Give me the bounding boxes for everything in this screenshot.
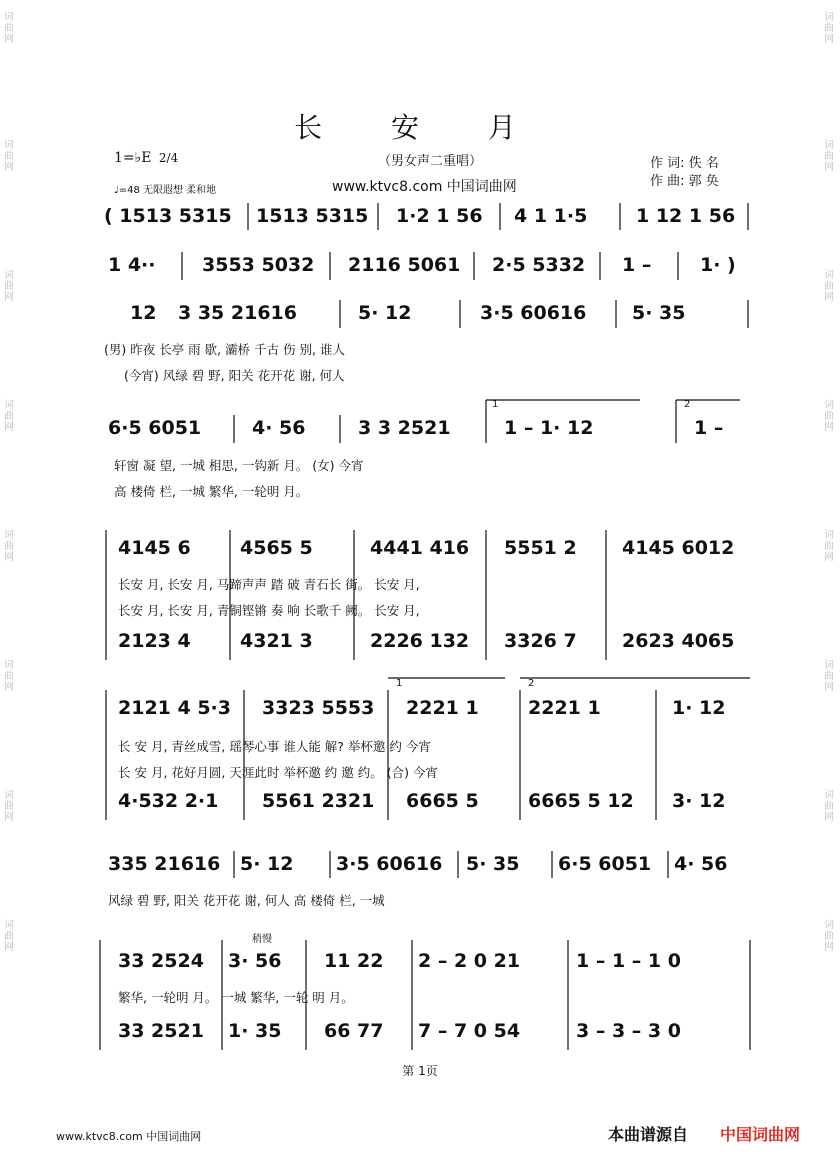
staff-row-6-bar-5: 2623 4065 — [622, 630, 735, 652]
lyrics-line-8: 长 安 月, 花好月圆, 天涯此时 举杯邀 约 邀 约。 (合) 今宵 — [118, 765, 438, 780]
staff-row-3-bar-1: 3 35 21616 — [178, 302, 297, 324]
staff-row-7-bar-5: 1· 12 — [672, 697, 726, 719]
staff-row-8-bar-1: 4·532 2·1 — [118, 790, 219, 812]
staff-row-10-bar-1: 33 2524 — [118, 950, 204, 972]
watermark-left-6: 词曲网 — [4, 660, 14, 693]
lyrics-line-6: 长安 月, 长安 月, 青铜铿锵 奏 响 长歌千 阙。 长安 月, — [118, 603, 420, 618]
staff-row-4-bar-3: 3 3 2521 — [358, 417, 451, 439]
staff-row-11-bar-5: 3 – 3 – 3 0 — [576, 1020, 681, 1042]
staff-row-9-bar-4: 5· 35 — [466, 853, 520, 875]
staff-row-9-bar-5: 6·5 6051 — [558, 853, 652, 875]
lyrics-line-4: 高 楼倚 栏, 一城 繁华, 一轮明 月。 — [114, 484, 309, 499]
lyrics-line-10: 繁华, 一轮明 月。 一城 繁华, 一轮 明 月。 — [118, 990, 354, 1005]
watermark-left-3: 词曲网 — [4, 270, 14, 303]
staff-row-4-bar-2: 4· 56 — [252, 417, 306, 439]
staff-row-5-bar-4: 5551 2 — [504, 537, 577, 559]
lyrics-line-1: (男) 昨夜 长亭 雨 歇, 灞桥 千古 伤 别, 谁人 — [104, 342, 345, 357]
staff-row-10-bar-4: 2 – 2 0 21 — [418, 950, 521, 972]
staff-row-7-bar-1: 2121 4 5·3 — [118, 697, 231, 719]
staff-row-1-bar-1: ( 1513 5315 — [104, 205, 232, 227]
watermark-right-2: 词曲网 — [824, 140, 834, 173]
page-number: 第 1页 — [402, 1064, 438, 1078]
volta-1-row4: 1 — [492, 399, 499, 410]
staff-row-2-bar-2: 3553 5032 — [202, 254, 315, 276]
watermark-left-4: 词曲网 — [4, 400, 14, 433]
staff-row-11-bar-1: 33 2521 — [118, 1020, 204, 1042]
staff-row-1-bar-2: 1513 5315 — [256, 205, 369, 227]
watermark-left-2: 词曲网 — [4, 140, 14, 173]
staff-row-7-bar-3: 2221 1 — [406, 697, 479, 719]
staff-row-11-bar-2: 1· 35 — [228, 1020, 282, 1042]
staff-row-11-bar-3: 66 77 — [324, 1020, 384, 1042]
staff-row-3-pickup: 12 — [130, 302, 157, 324]
staff-row-4-bar-1: 6·5 6051 — [108, 417, 202, 439]
staff-row-10-bar-3: 11 22 — [324, 950, 384, 972]
staff-row-9-bar-2: 5· 12 — [240, 853, 294, 875]
staff-row-10-bar-5: 1 – 1 – 1 0 — [576, 950, 681, 972]
volta-2-row4: 2 — [684, 399, 691, 410]
staff-row-5-bar-3: 4441 416 — [370, 537, 470, 559]
footer-site: www.ktvc8.com 中国词曲网 — [56, 1130, 202, 1143]
staff-row-2-bar-5: 1 – — [622, 254, 652, 276]
watermark-right-4: 词曲网 — [824, 400, 834, 433]
staff-row-9-bar-6: 4· 56 — [674, 853, 728, 875]
time-signature: 2/4 — [158, 151, 179, 165]
watermark-right-6: 词曲网 — [824, 660, 834, 693]
staff-row-3-bar-4: 5· 35 — [632, 302, 686, 324]
staff-row-1-bar-3: 1·2 1 56 — [396, 205, 483, 227]
staff-row-2-bar-4: 2·5 5332 — [492, 254, 586, 276]
staff-row-8-bar-2: 5561 2321 — [262, 790, 375, 812]
staff-row-3-bar-3: 3·5 60616 — [480, 302, 587, 324]
lyrics-line-7: 长 安 月, 青丝成雪, 瑶琴心事 谁人能 解? 举杯邀 约 今宵 — [118, 739, 431, 754]
staff-row-2-bar-3: 2116 5061 — [348, 254, 461, 276]
staff-row-6-bar-4: 3326 7 — [504, 630, 577, 652]
staff-row-7-bar-4: 2221 1 — [528, 697, 601, 719]
watermark-left-1: 词曲网 — [4, 12, 14, 45]
score-subtitle: （男女声二重唱） — [378, 154, 483, 169]
watermark-right-5: 词曲网 — [824, 530, 834, 563]
footer-source-label: 本曲谱源自 — [608, 1125, 689, 1144]
staff-row-8-bar-3: 6665 5 — [406, 790, 479, 812]
lyrics-line-3: 轩窗 凝 望, 一城 相思, 一钩新 月。 (女) 今宵 — [114, 458, 364, 473]
staff-row-3-bar-2: 5· 12 — [358, 302, 412, 324]
staff-row-1-bar-5: 1 12 1 56 — [636, 205, 736, 227]
staff-row-11-bar-4: 7 – 7 0 54 — [418, 1020, 521, 1042]
watermark-left-5: 词曲网 — [4, 530, 14, 563]
lyrics-line-2: (今宵) 风绿 碧 野, 阳关 花开花 谢, 何人 — [124, 368, 345, 383]
composer: 作 曲: 郭 奂 — [650, 174, 719, 189]
watermark-left-7: 词曲网 — [4, 790, 14, 823]
staff-row-2-bar-6: 1· ) — [700, 254, 736, 276]
staff-row-5-bar-1: 4145 6 — [118, 537, 191, 559]
lyrics-line-9: 风绿 碧 野, 阳关 花开花 谢, 何人 高 楼倚 栏, 一城 — [108, 893, 385, 908]
volta-2-row7: 2 — [528, 678, 535, 689]
tempo-marking: ♩=48 无限遐想 柔和地 — [114, 185, 217, 196]
staff-row-8-bar-4: 6665 5 12 — [528, 790, 634, 812]
staff-row-7-bar-2: 3323 5553 — [262, 697, 375, 719]
staff-row-6-bar-1: 2123 4 — [118, 630, 191, 652]
staff-row-5-bar-2: 4565 5 — [240, 537, 313, 559]
staff-row-6-bar-3: 2226 132 — [370, 630, 470, 652]
website-url: www.ktvc8.com 中国词曲网 — [332, 179, 517, 195]
watermark-right-7: 词曲网 — [824, 790, 834, 823]
footer-brand: 中国词曲网 — [720, 1125, 801, 1144]
watermark-right-8: 词曲网 — [824, 920, 834, 953]
watermark-right-3: 词曲网 — [824, 270, 834, 303]
watermark-right-1: 词曲网 — [824, 12, 834, 45]
staff-row-1-bar-4: 4 1 1·5 — [514, 205, 588, 227]
staff-row-9-bar-1: 335 21616 — [108, 853, 221, 875]
dynamics-mark: 稍慢 — [252, 934, 272, 945]
staff-row-9-bar-3: 3·5 60616 — [336, 853, 443, 875]
watermark-left-8: 词曲网 — [4, 920, 14, 953]
staff-row-2-bar-1: 1 4·· — [108, 254, 156, 276]
staff-row-4-bar-5: 1 – — [694, 417, 724, 439]
volta-1-row7: 1 — [396, 678, 403, 689]
lyricist: 作 词: 佚 名 — [650, 156, 719, 171]
staff-row-6-bar-2: 4321 3 — [240, 630, 313, 652]
staff-row-4-bar-4: 1 – 1· 12 — [504, 417, 594, 439]
staff-row-8-bar-5: 3· 12 — [672, 790, 726, 812]
score-title: 长 安 月 — [294, 111, 546, 144]
key-label: 1=♭E — [114, 150, 152, 166]
staff-row-10-bar-2: 3· 56 — [228, 950, 282, 972]
staff-row-5-bar-5: 4145 6012 — [622, 537, 735, 559]
lyrics-line-5: 长安 月, 长安 月, 马蹄声声 踏 破 青石长 街。 长安 月, — [118, 577, 420, 592]
